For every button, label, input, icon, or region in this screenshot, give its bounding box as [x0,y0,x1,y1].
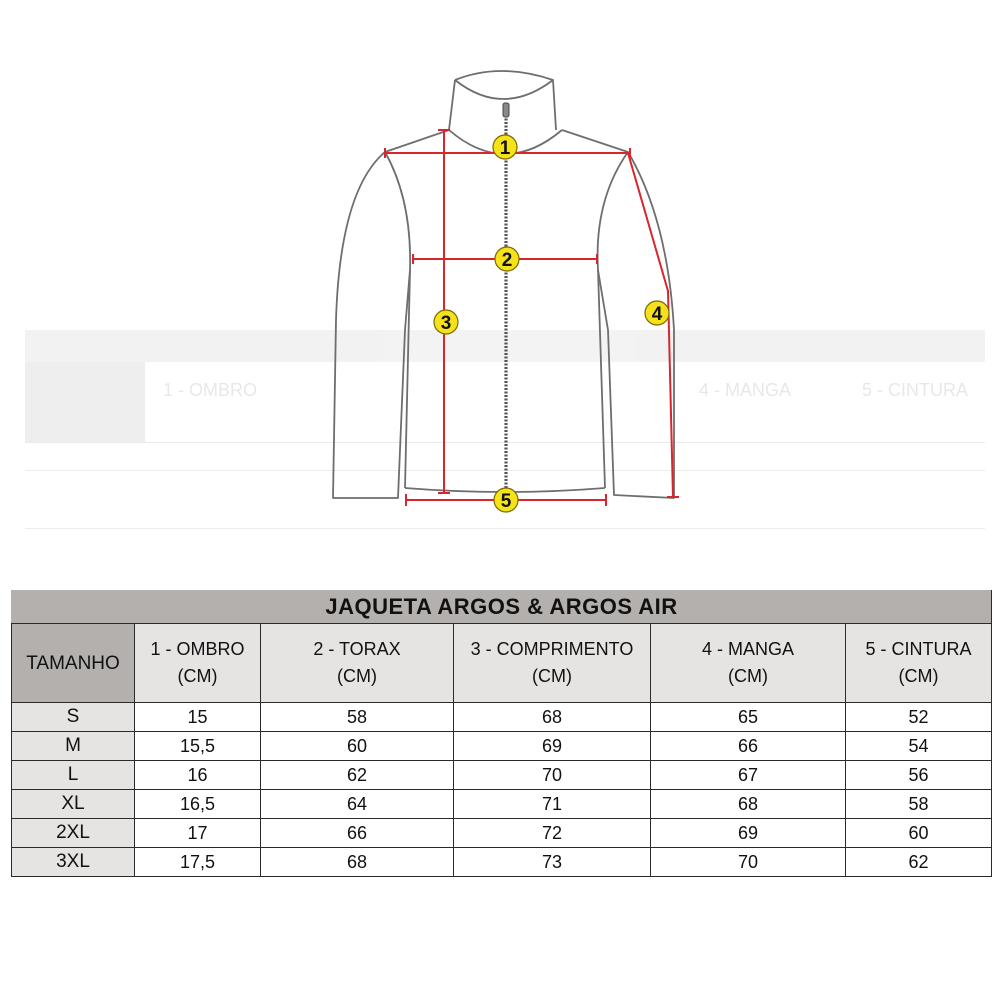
value-cell: 56 [846,761,992,790]
value-cell: 62 [846,848,992,877]
header-torax [261,624,454,703]
svg-text:5: 5 [500,491,512,512]
table-title: JAQUETA ARGOS & ARGOS AIR [12,591,992,624]
value-cell: 58 [846,790,992,819]
header-ombro [135,624,261,703]
value-cell: 70 [454,761,651,790]
table-row [12,819,992,848]
marker-5-badge [494,488,518,512]
svg-text:3: 3 [440,313,452,334]
value-cell: 64 [261,790,454,819]
size-cell: M [12,732,135,761]
header-label: 2 - TORAX [313,639,401,659]
value-cell: 16,5 [135,790,261,819]
value-cell: 72 [454,819,651,848]
value-cell: 70 [651,848,846,877]
value-cell: 67 [651,761,846,790]
marker-3-badge [434,310,458,334]
value-cell: 66 [261,819,454,848]
header-label: 4 - MANGA [701,639,794,659]
table-title-row [12,591,992,624]
value-cell: 65 [651,703,846,732]
table-row [12,790,992,819]
header-unit: (CM) [177,666,218,686]
table-row [12,732,992,761]
ghost-col-label: 1 - OMBRO [162,380,257,400]
marker-4-badge [645,301,669,325]
size-cell: XL [12,790,135,819]
value-cell: 15 [135,703,261,732]
header-comprimento [454,624,651,703]
table-row [12,761,992,790]
header-size: TAMANHO [12,624,135,703]
value-cell: 16 [135,761,261,790]
table-header-row [12,624,992,703]
header-manga [651,624,846,703]
svg-text:2: 2 [501,250,513,271]
header-label: 1 - OMBRO [150,639,245,659]
value-cell: 69 [651,819,846,848]
header-cintura [846,624,992,703]
zipper [503,103,509,496]
value-cell: 60 [261,732,454,761]
value-cell: 73 [454,848,651,877]
value-cell: 15,5 [135,732,261,761]
value-cell: 68 [454,703,651,732]
value-cell: 68 [651,790,846,819]
table-row [12,703,992,732]
header-label: 5 - CINTURA [865,639,972,659]
value-cell: 66 [651,732,846,761]
size-cell: 3XL [12,848,135,877]
size-cell: 2XL [12,819,135,848]
value-cell: 60 [846,819,992,848]
table-row [12,848,992,877]
value-cell: 17 [135,819,261,848]
value-cell: 58 [261,703,454,732]
value-cell: 68 [261,848,454,877]
value-cell: 54 [846,732,992,761]
value-cell: 52 [846,703,992,732]
svg-text:4: 4 [651,304,663,325]
size-chart-table [11,590,992,877]
marker-1-badge [493,135,517,159]
ghost-col-label: 5 - CINTURA [861,380,968,400]
size-cell: L [12,761,135,790]
header-label: 3 - COMPRIMENTO [470,639,634,659]
marker-2-badge [495,247,519,271]
sleeve-line [628,153,673,497]
value-cell: 69 [454,732,651,761]
measurement-lines [385,130,679,506]
size-cell: S [12,703,135,732]
value-cell: 71 [454,790,651,819]
header-unit: (CM) [337,666,377,686]
svg-text:1: 1 [499,138,511,159]
header-unit: (CM) [898,666,939,686]
ghost-col-label: 4 - MANGA [698,380,791,400]
value-cell: 62 [261,761,454,790]
value-cell: 17,5 [135,848,261,877]
header-unit: (CM) [728,666,768,686]
header-unit: (CM) [532,666,572,686]
